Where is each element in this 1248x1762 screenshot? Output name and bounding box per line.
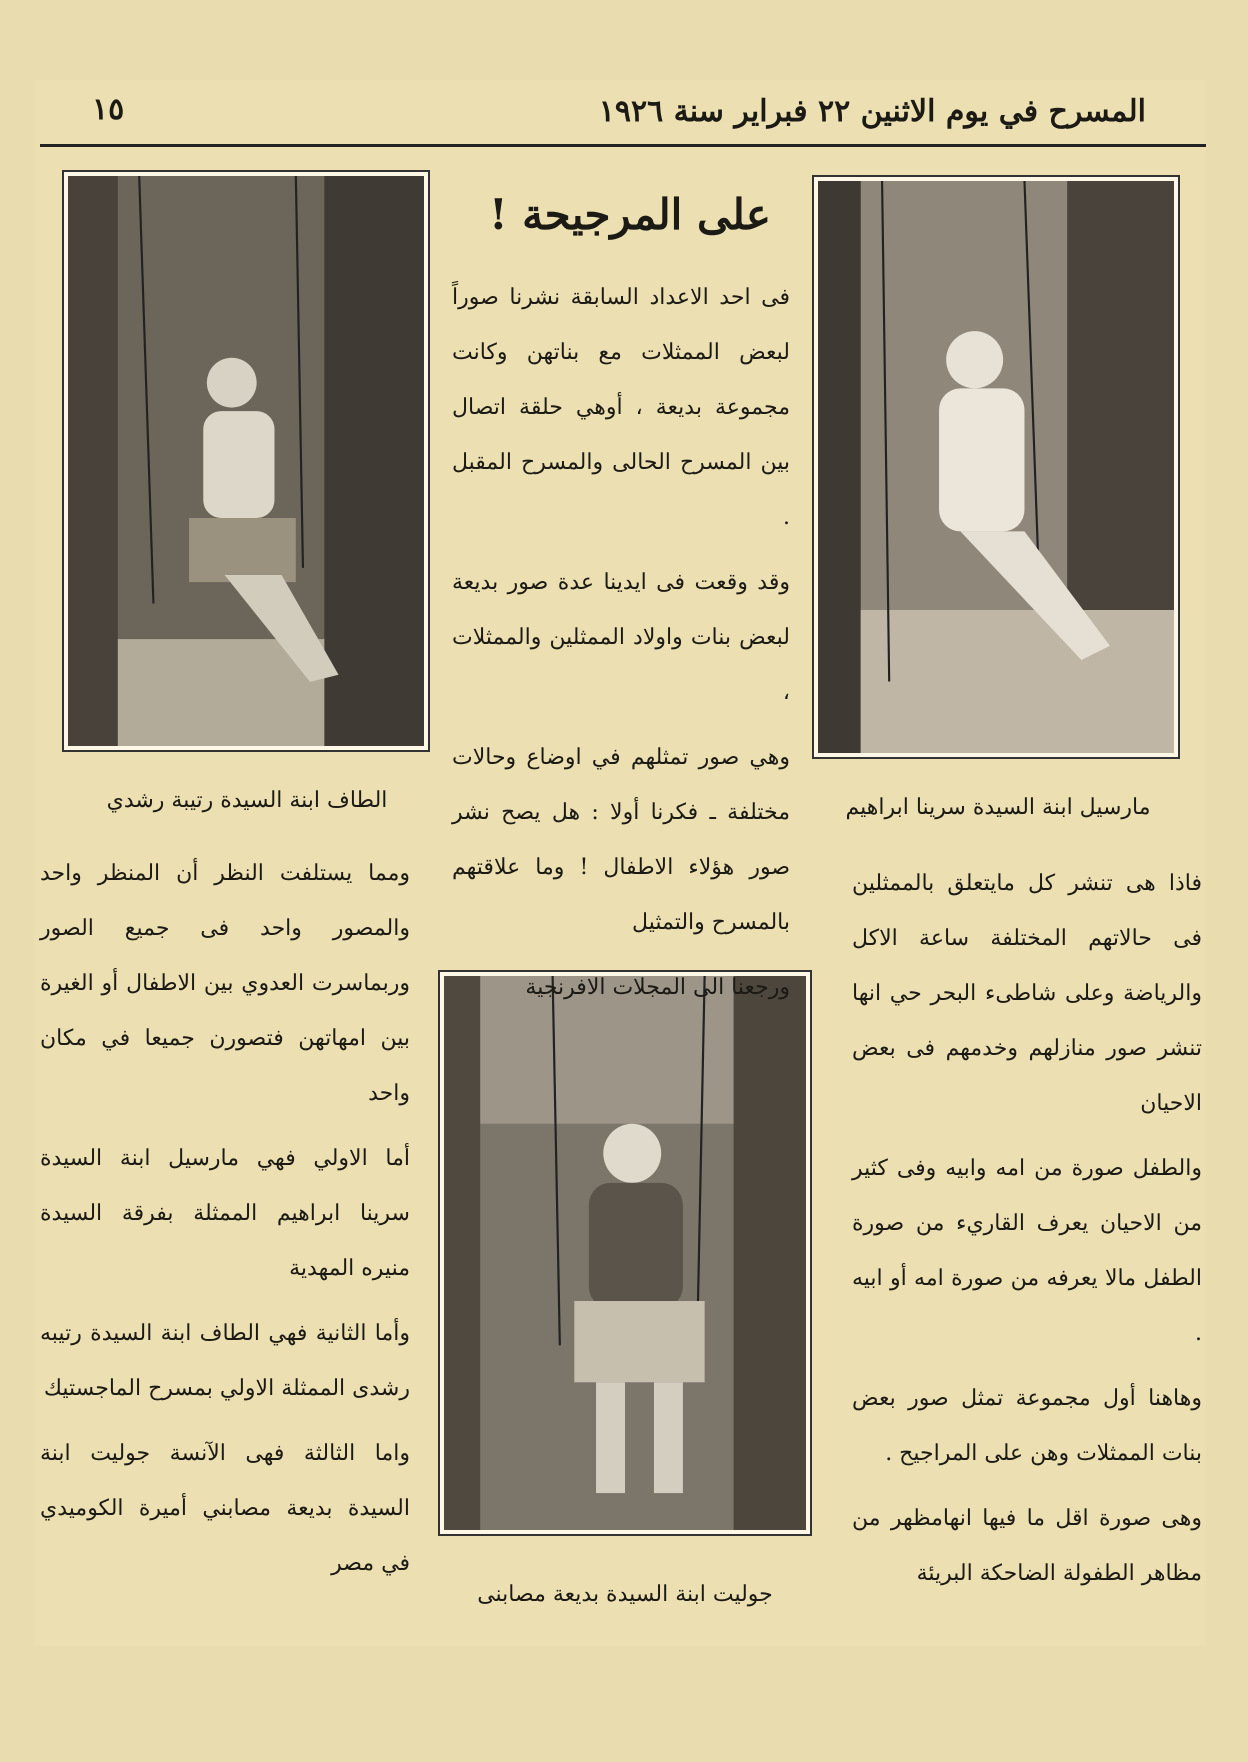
right-paragraph: فاذا هى تنشر كل مايتعلق بالممثلين فى حالاتهم المختلفة ساعة الاكل والرياضة وعلى شاطىء البحر حي انها تنشر صور منازلهم وخدمهم فى بعض الاحيان (852, 871, 1202, 1116)
center-paragraph: وقد وقعت فى ايدينا عدة صور بديعة لبعض بنات واولاد الممثلين والممثلات ، (452, 570, 790, 705)
left-column (40, 846, 410, 1636)
center-paragraph: ورجعنا الى المجلات الافرنجية (525, 975, 790, 1000)
photo-juliette (438, 970, 812, 1536)
caption-marcelle: مارسيل ابنة السيدة سرينا ابراهيم (845, 795, 1151, 820)
photo-juliette-image (444, 976, 806, 1530)
page-header (40, 88, 1206, 147)
photo-altaf (62, 170, 430, 752)
article-headline: على المرجيحة ! (489, 190, 771, 239)
left-paragraph: أما الاولي فهي مارسيل ابنة السيدة سرينا ابراهيم الممثلة بفرقة السيدة منيره المهدية (40, 1146, 410, 1281)
left-paragraph: ومما يستلفت النظر أن المنظر واحد والمصور واحد فى جميع الصور وربماسرت العدوي بين الاطفال أو الغيرة بين امهاتهن فتصورن جميعا في مكان واحد (40, 861, 410, 1106)
right-paragraph: والطفل صورة من امه وابيه وفى كثير من الاحيان يعرف القاريء من صورة الطفل مالا يعرفه من صورة امه أو ابيه . (852, 1156, 1202, 1346)
left-paragraph: وأما الثانية فهي الطاف ابنة السيدة رتيبه رشدى الممثلة الاولي بمسرح الماجستيك (40, 1321, 410, 1401)
header-title: المسرح في يوم الاثنين ٢٢ فبراير سنة ١٩٢٦ (598, 94, 1146, 129)
center-column (452, 270, 790, 1000)
caption-juliette: جوليت ابنة السيدة بديعة مصابنى (477, 1582, 773, 1607)
center-paragraph: وهي صور تمثلهم في اوضاع وحالات مختلفة ـ فكرنا أولا : هل يصح نشر صور هؤلاء الاطفال ! وما علاقتهم بالمسرح والتمثيل (452, 745, 790, 935)
right-paragraph: وهى صورة اقل ما فيها انهامظهر من مظاهر الطفولة الضاحكة البريئة (852, 1506, 1202, 1586)
page-number: ١٥ (92, 92, 125, 127)
center-paragraph: فى احد الاعداد السابقة نشرنا صوراً لبعض الممثلات مع بناتهن وكانت مجموعة بديعة ، أوهي حلقة اتصال بين المسرح الحالى والمسرح المقبل . (452, 285, 790, 530)
photo-altaf-image (68, 176, 424, 746)
caption-altaf: الطاف ابنة السيدة رتيبة رشدي (106, 788, 388, 813)
photo-marcelle (812, 175, 1180, 759)
right-column (852, 856, 1202, 1636)
left-paragraph: واما الثالثة فهى الآنسة جوليت ابنة السيدة بديعة مصابني أميرة الكوميدي في مصر (40, 1441, 410, 1576)
right-paragraph: وهاهنا أول مجموعة تمثل صور بعض بنات الممثلات وهن على المراجيح . (852, 1386, 1202, 1466)
photo-marcelle-image (818, 181, 1174, 753)
